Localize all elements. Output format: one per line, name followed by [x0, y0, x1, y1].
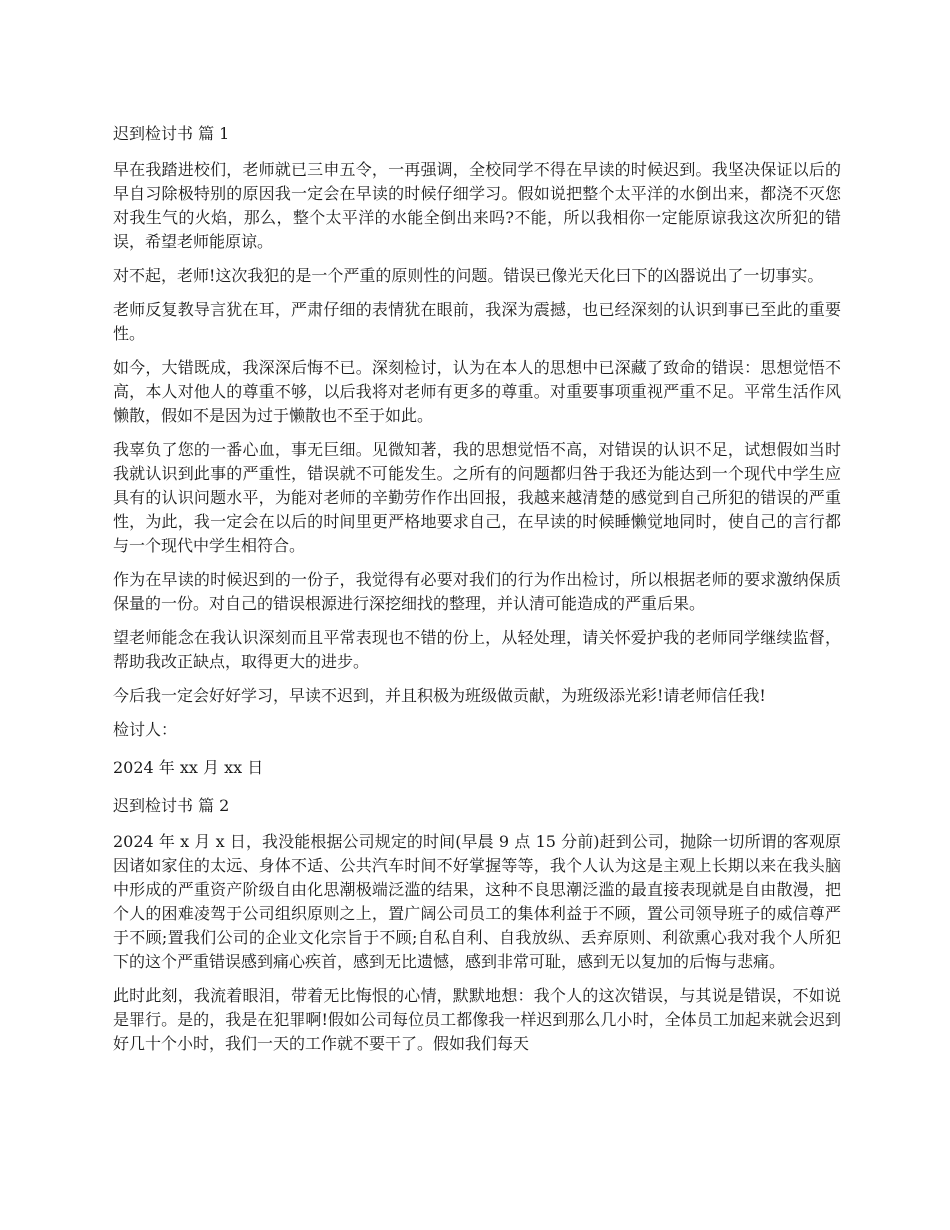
section-1-paragraph-5: 我辜负了您的一番心血，事无巨细。见微知著，我的思想觉悟不高，对错误的认识不足，试想假如当时我就认识到此事的严重性，错误就不可能发生。之所有的问题都归咎于我还为能达到一个现代中学生应具有的认识问题水平，为能对老师的辛勤劳作作出回报，我越来越清楚的感觉到自己所犯的错误的严重性，为此，我一定会在以后的时间里更严格地要求自己，在早读的时候睡懒觉地同时，使自己的言行都与一个现代中学生相符合。: [113, 440, 841, 555]
section-2-paragraph-2: 此时此刻，我流着眼泪，带着无比悔恨的心情，默默地想：我个人的这次错误，与其说是错误，不如说是罪行。是的，我是在犯罪啊!假如公司每位员工都像我一样迟到那么几小时，全体员工加起来就会迟到好几十个小时，我们一天的工作就不要干了。假如我们每天: [113, 986, 841, 1053]
section-1-paragraph-2: 对不起，老师!这次我犯的是一个严重的原则性的问题。错误已像光天化曰下的凶器说出了一切事实。: [113, 266, 824, 285]
document-page: [113, 122, 841, 1066]
section-1-paragraph-7: 望老师能念在我认识深刻而且平常表现也不错的份上，从轻处理，请关怀爱护我的老师同学继续监督，帮助我改正缺点，取得更大的进步。: [113, 628, 841, 671]
section-1-title: 迟到检讨书 篇 1: [113, 124, 230, 143]
section-2-paragraph-1: 2024 年 x 月 x 日，我没能根据公司规定的时间(早晨 9 点 15 分前)赶到公司，抛除一切所谓的客观原因诸如家住的太远、身体不适、公共汽车时间不好掌握等等，我个人认为这是主观上长期以来在我头脑中形成的严重资产阶级自由化思潮极端泛滥的结果，这种不良思潮泛滥的最直接表现就是自由散漫，把个人的困难凌驾于公司组织原则之上，置广阔公司员工的集体利益于不顾，置公司领导班子的威信尊严于不顾;置我们公司的企业文化宗旨于不顾;自私自利、自我放纵、丢弃原则、利欲熏心我对我个人所犯下的这个严重错误感到痛心疾首，感到无比遗憾，感到非常可耻，感到无以复加的后悔与悲痛。: [113, 832, 841, 971]
section-1-paragraph-6: 作为在早读的时候迟到的一份子，我觉得有必要对我们的行为作出检讨，所以根据老师的要求激纳保质保量的一份。对自己的错误根源进行深挖细找的整理，并认清可能造成的严重后果。: [113, 570, 841, 613]
section-2-title: 迟到检讨书 篇 2: [113, 796, 230, 815]
section-1-paragraph-3: 老师反复教导言犹在耳，严肃仔细的表情犹在眼前，我深为震撼，也已经深刻的认识到事已至此的重要性。: [113, 300, 841, 343]
signature-date: 2024 年 xx 月 xx 日: [113, 758, 264, 777]
section-1-paragraph-8: 今后我一定会好好学习，早读不迟到，并且积极为班级做贡献，为班级添光彩!请老师信任我!: [113, 686, 766, 705]
section-1-paragraph-1: 早在我踏进校们，老师就已三申五令，一再强调，全校同学不得在早读的时候迟到。我坚决保证以后的早自习除极特别的原因我一定会在早读的时候仔细学习。假如说把整个太平洋的水倒出来，都浇不灭您对我生气的火焰，那么，整个太平洋的水能全倒出来吗?不能，所以我相你一定能原谅我这次所犯的错误，希望老师能原谅。: [113, 160, 841, 251]
section-1-paragraph-4: 如今，大错既成，我深深后悔不已。深刻检讨，认为在本人的思想中已深藏了致命的错误：思想觉悟不高，本人对他人的尊重不够，以后我将对老师有更多的尊重。对重要事项重视严重不足。平常生活作风懒散，假如不是因为过于懒散也不至于如此。: [113, 358, 841, 425]
signature-label: 检讨人：: [113, 720, 178, 739]
